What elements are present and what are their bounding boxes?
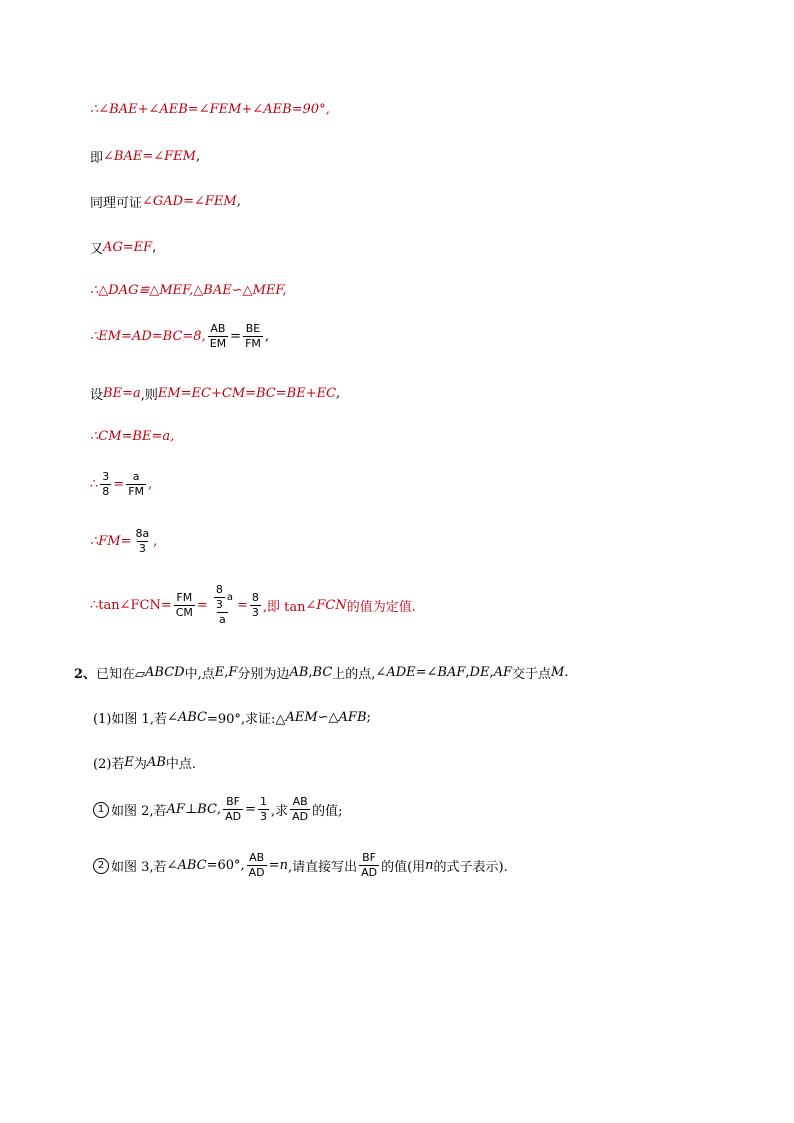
problem-text: ,求 (270, 804, 289, 819)
equals: = (196, 597, 208, 613)
fraction (100, 470, 111, 499)
frac-num: FM (176, 590, 193, 604)
solution-text: ∴∠BAE+∠AEB=∠FEM+∠AEB=90°, (90, 102, 330, 117)
problem-text: , (216, 802, 222, 817)
solution-line-3 (90, 192, 241, 211)
problem-text: 的值; (312, 804, 343, 819)
solution-line-1 (90, 102, 330, 117)
problem-text: =60°, (206, 858, 245, 873)
problem-text: , (465, 665, 470, 680)
solution-text: 同理可证 (90, 196, 143, 211)
frac-den: a (219, 613, 226, 626)
frac-num: 3 (102, 470, 110, 483)
fraction (174, 591, 195, 620)
fraction (223, 795, 243, 824)
frac-num: AB (249, 851, 265, 864)
problem-text: . (564, 665, 569, 680)
fraction (258, 795, 269, 824)
frac-den: 3 (215, 598, 223, 611)
question-1 (93, 708, 371, 727)
frac-den: FM (128, 485, 145, 498)
fraction (250, 591, 261, 620)
problem-math: ∠ABC (166, 858, 207, 873)
solution-text: 又 (90, 242, 104, 257)
frac-den: AD (361, 866, 378, 879)
frac-num (210, 583, 235, 612)
fraction (208, 322, 228, 351)
sub-question-2 (93, 851, 508, 880)
solution-text: , (264, 329, 270, 344)
fraction (243, 322, 263, 351)
equals: = (230, 329, 242, 344)
question-2 (93, 753, 196, 772)
solution-text: ∴ (90, 477, 99, 492)
solution-text: 即 (90, 151, 104, 166)
solution-text: ,即 tan (262, 599, 306, 615)
solution-text: 设 (90, 388, 104, 403)
solution-text: , (195, 149, 201, 164)
solution-line-10 (90, 527, 157, 556)
solution-line-5 (90, 283, 287, 298)
solution-text: ∴CM=BE=a, (90, 429, 175, 444)
problem-text: =90°,求证:△ (206, 712, 286, 727)
problem-text: 中点. (165, 757, 197, 772)
frac-den: CM (175, 605, 193, 619)
problem-math: DE (469, 665, 490, 680)
problem-math: AB (146, 755, 166, 770)
problem-text: 上的点, (332, 667, 376, 682)
problem-text: 为 (133, 757, 147, 772)
frac-den: AD (292, 810, 309, 823)
frac-den: 3 (251, 605, 259, 619)
fraction (247, 851, 267, 880)
frac-den: AD (225, 810, 242, 823)
sub-question-1 (93, 795, 343, 824)
frac-var: a (226, 591, 233, 603)
solution-math: ∠GAD=∠FEM (142, 194, 237, 209)
problem-math: BC (312, 665, 333, 680)
solution-math: ∴EM=AD=BC=8, (90, 329, 206, 344)
problem-text: 的式子表示). (433, 860, 508, 875)
problem-text: , (489, 665, 494, 680)
frac-num: AB (292, 795, 308, 808)
problem-statement (74, 663, 568, 682)
solution-math: ∴tan∠FCN= (90, 597, 172, 613)
solution-math: ∴FM= (90, 534, 132, 549)
problem-text: 的值(用 (381, 860, 426, 875)
solution-math: ∠BAE=∠FEM (103, 149, 196, 164)
problem-math: E (214, 665, 225, 680)
problem-text: 如图 3,若 (111, 860, 167, 875)
solution-text: ∴△DAG≌△MEF,△BAE∽△MEF, (90, 283, 287, 298)
solution-text: , (148, 477, 153, 492)
solution-line-9 (90, 470, 152, 499)
frac-num: 8 (215, 583, 223, 596)
problem-text: , (308, 665, 313, 680)
frac-num: a (132, 470, 140, 483)
frac-num: 8a (135, 527, 150, 540)
fraction (126, 470, 146, 499)
fraction (290, 795, 310, 824)
equals: = (113, 477, 125, 492)
frac-num: AB (210, 322, 226, 335)
problem-number: 2、 (74, 667, 97, 682)
frac-den: EM (209, 337, 227, 350)
equals: = (245, 802, 256, 817)
problem-math: AF⊥BC (166, 802, 217, 817)
frac-num: BF (362, 851, 377, 864)
problem-math: M (551, 665, 565, 680)
problem-math: AB (289, 665, 309, 680)
problem-math: AF (493, 665, 512, 680)
nested-fraction (210, 583, 235, 627)
problem-math: F (228, 665, 238, 680)
problem-math: ∠ADE=∠BAF (375, 665, 466, 680)
solution-math: EM=EC+CM=BC=BE+EC (157, 386, 337, 401)
frac-den: 8 (102, 485, 110, 498)
problem-math: n (279, 858, 288, 873)
solution-text: , (153, 534, 158, 549)
problem-text: 中,点 (184, 667, 215, 682)
solution-text: 的值为定值. (346, 599, 416, 615)
solution-line-7 (90, 384, 340, 403)
fraction (134, 527, 152, 556)
frac-den: 3 (259, 810, 267, 823)
fraction (214, 583, 225, 612)
problem-text: 已知在▱ (96, 667, 146, 682)
circled-number-1: 1 (93, 802, 109, 818)
solution-math: BE=a (103, 386, 141, 401)
equals: = (268, 858, 280, 873)
problem-text: , (224, 665, 229, 680)
problem-math: E (124, 755, 134, 770)
frac-num: 1 (259, 795, 267, 808)
frac-num: 8 (251, 590, 259, 604)
frac-den: AD (248, 866, 265, 879)
problem-text: (1)如图 1,若 (93, 712, 167, 727)
problem-math: AFB (338, 710, 367, 725)
solution-text: , (236, 194, 241, 209)
solution-line-2 (90, 147, 200, 166)
problem-math: n (425, 858, 434, 873)
solution-math: ∠FCN (305, 597, 347, 613)
frac-den: 3 (138, 542, 146, 555)
problem-math: ABCD (145, 665, 185, 680)
solution-text: ,则 (140, 388, 158, 403)
solution-line-4 (90, 238, 156, 257)
frac-den: FM (245, 337, 261, 350)
solution-line-8 (90, 429, 174, 444)
problem-text: (2)若 (93, 757, 125, 772)
frac-num: BE (245, 322, 261, 335)
problem-text: ∽△ (317, 710, 339, 725)
solution-math: AG=EF (103, 240, 153, 255)
solution-text: , (152, 240, 157, 255)
solution-line-6 (90, 322, 269, 351)
frac-num: BF (226, 795, 240, 808)
problem-text: 如图 2,若 (111, 804, 167, 819)
fraction (359, 851, 379, 880)
problem-math: ∠ABC (166, 710, 207, 725)
problem-text: ,请直接写出 (287, 860, 358, 875)
problem-math: AEM (285, 710, 318, 725)
problem-text: 交于点 (512, 667, 552, 682)
solution-line-11 (90, 583, 416, 627)
problem-text: 分别为边 (237, 667, 290, 682)
equals: = (236, 597, 248, 613)
circled-number-2: 2 (93, 858, 109, 874)
problem-text: ; (366, 710, 371, 725)
solution-text: , (336, 386, 341, 401)
